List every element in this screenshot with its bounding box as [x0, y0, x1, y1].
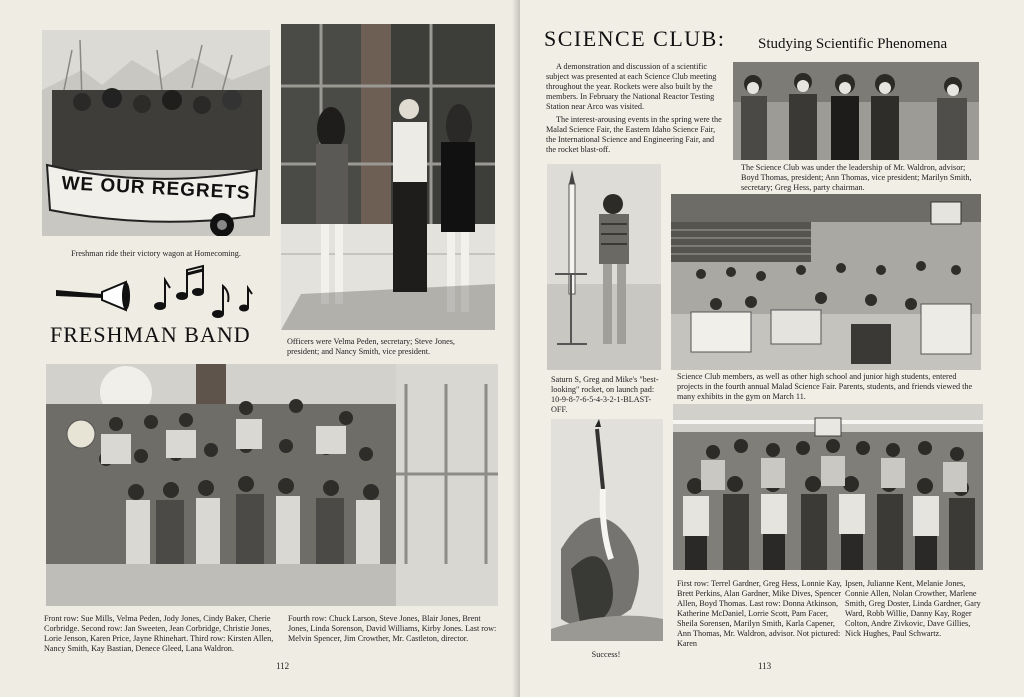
band-officers-caption: Officers were Velma Peden, secretary; Steve Jones, president; and Nancy Smith, vice president.	[287, 337, 455, 356]
band-officers-photo	[281, 24, 495, 330]
science-officers-caption: The Science Club was under the leadership of Mr. Waldron, advisor; Boyd Thomas, president; Ann Thomas, vice president; Marilyn Smith, secretary; Greg Hess, party chairman.	[741, 163, 972, 192]
science-fair-caption: Science Club members, as well as other high school and junior high students, entered projects in the fourth annual Malad Science Fair. Parents, students, and friends viewed the many exhibits in the gym on March 11.	[677, 372, 973, 401]
horn-and-music-notes-icon	[52, 262, 267, 322]
science-club-intro-p1: A demonstration and discussion of a scientific subject was presented at each Science Club meeting throughout the year. Rockets were also built by the members. In February the National Reactor Testing Station near Arco was visited.	[546, 62, 717, 111]
rocket-launch-pad-photo	[547, 164, 661, 370]
science-club-names-caption-right: Ipsen, Julianne Kent, Melanie Jones, Connie Allen, Nolan Crowther, Marlene Smith, Greg Doster, Linda Gardner, Gary Ward, Robb Willie, Danny Kay, Roger Colton, Andre Zivkovic, Dave Gillies, Nick Hughes, Paul Schwartz.	[845, 579, 981, 638]
rocket-caption: Saturn S, Greg and Mike's "best-looking" rocket, on launch pad: 10-9-8-7-6-5-4-3-2-1-BLAST-OFF.	[551, 375, 659, 414]
band-names-caption-right: Fourth row: Chuck Larson, Steve Jones, Blair Jones, Brent Jones, Linda Sorenson, David Williams, Kirby Jones. Last row: Melvin Spencer, Jim Crowther, Mr. Castleton, director.	[288, 614, 497, 643]
freshman-band-group-photo	[46, 364, 498, 606]
science-officers-photo	[733, 62, 979, 160]
wagon-banner-text: WE OUR REGRETS	[60, 173, 252, 204]
wagon-caption: Freshman ride their victory wagon at Homecoming.	[71, 249, 241, 258]
science-fair-gym-photo	[671, 194, 981, 370]
homecoming-wagon-photo	[42, 30, 270, 236]
science-club-subheading: Studying Scientific Phenomena	[758, 36, 948, 52]
band-names-caption-left: Front row: Sue Mills, Velma Peden, Jody Jones, Cindy Baker, Cherie Corbridge. Second row: Jan Sweeten, Jean Corbridge, Christie Jones, Lorie Jenson, Karen Price, Jayne Rhinehart. Third row: Kirsten Allen, Nancy Smith, Kay Bastian, Denece Gleed, Lana Waldron.	[44, 614, 274, 653]
science-club-intro-p2: The interest-arousing events in the spring were the Malad Science Fair, the Eastern Idaho Science Fair, the International Science and Engineering Fair, and the rocket blast-off.	[546, 115, 722, 154]
science-club-names-caption-left: First row: Terrel Gardner, Greg Hess, Lonnie Kay, Brett Perkins, Alan Gardner, Mike Dives, Spencer Allen, Boyd Thomas. Last row: Donna Atkinson, Katherine McDaniel, Lorrie Scott, Pam Facer, Sheila Sorensen, Marilyn Smith, Karla Capener, Ann Thomas, Mr. Waldron, advisor. Not pictured: Karen	[677, 579, 842, 648]
science-club-group-photo	[673, 404, 983, 570]
science-club-heading: SCIENCE CLUB:	[544, 26, 726, 51]
page-number-right: 113	[758, 661, 772, 671]
freshman-band-heading: FRESHMAN BAND	[50, 322, 251, 347]
page-number-left: 112	[276, 661, 290, 671]
blastoff-caption: Success!	[591, 650, 621, 659]
rocket-blastoff-photo	[551, 419, 663, 641]
